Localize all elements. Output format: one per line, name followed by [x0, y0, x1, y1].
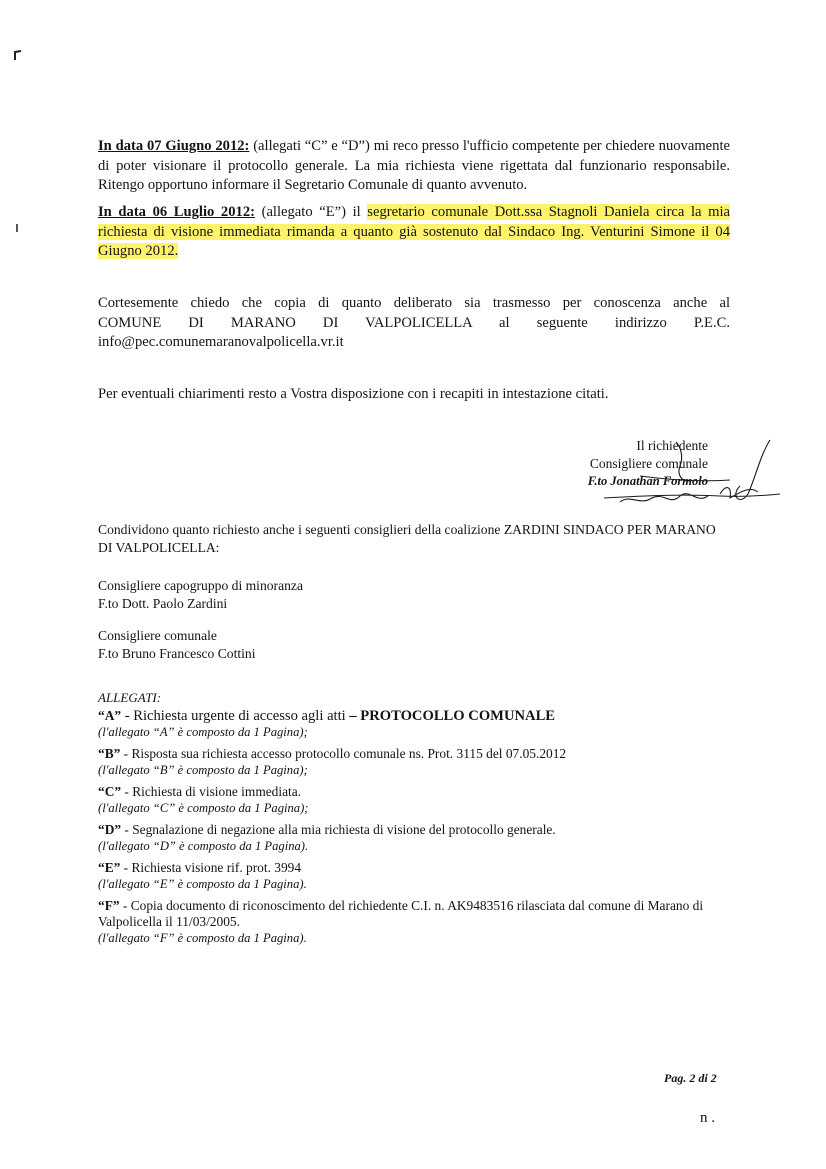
- attachment-pages: (l'allegato “F” è composto da 1 Pagina).: [98, 931, 307, 945]
- councillor-zardini: [98, 577, 730, 613]
- signer-role: Consigliere comunale: [589, 456, 708, 471]
- scan-corner-mark: [14, 50, 22, 60]
- attachment-code: “A”: [98, 708, 122, 723]
- attachment-item: [98, 898, 730, 946]
- page-number: Pag. 2 di 2: [664, 1071, 717, 1085]
- attachment-description: - Richiesta urgente di accesso agli atti: [121, 708, 350, 724]
- attachment-pages: (l'allegato “A” è composto da 1 Pagina);: [98, 725, 308, 739]
- sharing-paragraph: [98, 521, 730, 557]
- attachment-item: [98, 746, 730, 778]
- attachment-item: [98, 860, 730, 892]
- paragraph-line: Cortesemente chiedo che copia di quanto deliberato sia trasmesso per conoscenza anche al: [98, 295, 730, 311]
- attachment-code: “C”: [98, 784, 122, 799]
- attachment-item: [98, 708, 730, 740]
- attachment-pages: (l'allegato “C” è composto da 1 Pagina);: [98, 801, 309, 815]
- paragraph-request-copy: [98, 294, 730, 353]
- signature-block: [580, 436, 780, 516]
- attachment-description: - Copia documento di riconoscimento del richiedente C.I. n. AK9483516 rilasciata dal comune di Marano di Valpolicella il 11/03/2005.: [98, 898, 704, 929]
- paragraph-07-giugno: [98, 137, 730, 196]
- paragraph-line: COMUNE DI MARANO DI VALPOLICELLA al seguente indirizzo P.E.C.: [98, 314, 730, 331]
- attachment-description: - Richiesta visione rif. prot. 3994: [120, 860, 302, 875]
- paragraph-06-luglio: [98, 203, 730, 262]
- date-label: In data 06 Luglio 2012:: [98, 204, 255, 220]
- attachment-emphasis: – PROTOCOLLO COMUNALE: [349, 708, 556, 724]
- highlighted-text: segretario comunale Dott.ssa Stagnoli Daniela circa la mia richiesta di visione immediata rimanda a quanto già sostenuto dal Sindaco Ing. Venturini Simone il 04 Giugno 2012.: [98, 204, 731, 259]
- pec-address: info@pec.comunemaranovalpolicella.vr.it: [98, 334, 344, 350]
- attachment-item: [98, 784, 730, 816]
- attachment-code: “D”: [98, 822, 122, 837]
- attachments-section: [98, 690, 730, 952]
- paragraph-text: (allegato “E”) il: [254, 204, 368, 220]
- handwritten-signature: [580, 436, 780, 516]
- attachment-code: “E”: [98, 860, 121, 875]
- attachment-pages: (l'allegato “D” è composto da 1 Pagina).: [98, 839, 309, 853]
- councillor-name: F.to Bruno Francesco Cottini: [98, 646, 256, 661]
- councillor-cottini: [98, 627, 730, 663]
- attachments-heading: ALLEGATI:: [98, 690, 162, 705]
- attachment-code: “B”: [98, 746, 121, 761]
- councillor-role: Consigliere capogruppo di minoranza: [98, 578, 303, 593]
- signer-title: Il richiedente: [636, 438, 708, 453]
- paragraph-closing: [98, 385, 730, 405]
- attachment-item: [98, 822, 730, 854]
- attachment-pages: (l'allegato “B” è composto da 1 Pagina);: [98, 763, 308, 777]
- councillor-name: F.to Dott. Paolo Zardini: [98, 596, 228, 611]
- attachment-description: - Richiesta di visione immediata.: [121, 784, 302, 799]
- attachment-code: “F”: [98, 898, 120, 913]
- attachment-description: - Risposta sua richiesta accesso protocollo comunale ns. Prot. 3115 del 07.05.2012: [120, 746, 567, 761]
- councillor-role: Consigliere comunale: [98, 628, 217, 643]
- attachment-pages: (l'allegato “E” è composto da 1 Pagina).: [98, 877, 307, 891]
- paragraph-text: (allegati “C” e “D”) mi reco presso l'ufficio competente per chiedere nuovamente di poter visionare il protocollo generale. La mia richiesta viene rigettata dal funzionario responsabile. Ritengo opportuno informare il Segretario Comunale di quanto avvenuto.: [98, 138, 730, 193]
- date-label: In data 07 Giugno 2012:: [98, 138, 250, 154]
- signer-name: F.to Jonathan Formolo: [587, 474, 708, 488]
- paragraph-text: Condividono quanto richiesto anche i seguenti consiglieri della coalizione ZARDINI SINDACO PER MARANO DI VALPOLICELLA:: [98, 522, 716, 555]
- handwritten-initial: n .: [700, 1110, 715, 1126]
- paragraph-text: Per eventuali chiarimenti resto a Vostra disposizione con i recapiti in intestazione citati.: [98, 386, 609, 402]
- attachment-description: - Segnalazione di negazione alla mia richiesta di visione del protocollo generale.: [121, 822, 556, 837]
- margin-tick: [16, 224, 18, 232]
